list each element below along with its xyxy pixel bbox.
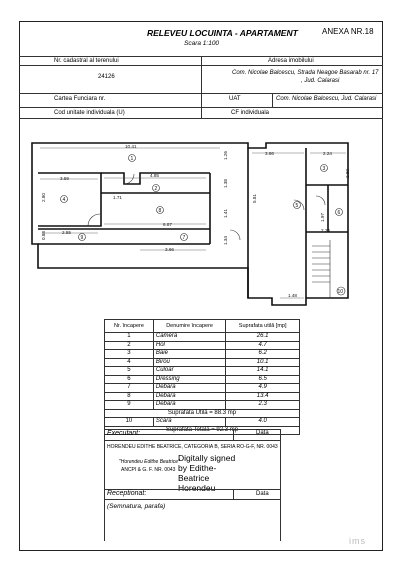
cadastral-label: Nr. cadastral al terenului [54,58,119,64]
useful-total-row [105,409,300,418]
table-row: 1 Camera 26.1 [105,333,300,342]
annex-label: ANEXA NR.18 [322,27,374,36]
svg-text:1.26: 1.26 [223,151,228,160]
useful-total: Suprafata Utilă = 88.3 mp [105,409,300,418]
stamp-line-1: "Horendeu Edithe Beatrice" [119,459,180,465]
table-row: 4 Birou 10.1 [105,358,300,367]
svg-text:5: 5 [295,203,299,209]
signed-line-1: Digitally signed [178,453,236,463]
stamp-line-2: ANCPI & G. F. NR. 0043 [121,467,176,473]
room-label-4 [61,196,68,204]
cf-unit-label: CF individuala [231,110,270,116]
uat-value: Com. Nicolae Balcescu, Jud. Calarasi [276,96,377,102]
watermark-logo: ims [349,536,366,546]
table-row: 6 Dressing 6.5 [105,375,300,384]
svg-text:1: 1 [130,156,134,162]
document-title: RELEVEU LOCUINTA - APARTAMENT [147,28,298,38]
recep-rule-mid [104,499,280,500]
plan-door-2 [124,174,134,184]
rooms-table [104,319,300,435]
svg-text:10.41: 10.41 [125,144,137,149]
exec-col-rule [233,429,234,440]
address-value-line1: Com. Nicolae Balcescu, Strada Neagoe Basarab nr. 17 [232,70,379,76]
recep-col-rule [233,489,234,499]
svg-text:1.71: 1.71 [113,195,122,200]
room-label-1 [129,155,136,163]
svg-text:3.66: 3.66 [165,247,174,252]
uat-label: UAT [229,96,241,102]
exec-rule-mid [104,440,280,441]
plan-door-1 [88,214,100,226]
grand-total: Suprafata Totală = 92.3 mp [105,426,300,435]
signed-line-4: Horendeu [178,483,216,493]
svg-text:3.59: 3.59 [60,176,69,181]
address-label: Adresa imobilului [268,58,314,64]
table-row: 10 Scara 4.0 [105,418,300,427]
unit-label: Cod unitate individuala (U) [54,110,125,116]
svg-text:3: 3 [322,166,326,172]
svg-text:0.88: 0.88 [41,231,46,240]
svg-text:2: 2 [154,186,158,192]
room-label-5 [294,202,301,210]
room-label-9 [79,234,86,242]
cf-label: Cartea Funciara nr. [54,96,106,102]
plan-wall-left-room [38,173,101,226]
table-row: 5 Culoar 14.1 [105,367,300,376]
room-label-8 [157,207,164,215]
svg-text:2.24: 2.24 [323,151,332,156]
room-label-2 [153,185,160,193]
table-row: 9 Debara 2.3 [105,401,300,410]
svg-text:1.38: 1.38 [223,179,228,188]
svg-text:4.85: 4.85 [150,173,159,178]
table-row: 2 Hol 4.7 [105,341,300,350]
address-value-line2: , Jud. Calarasi [301,78,340,84]
receptionat-label: Receptionat: [107,490,147,497]
executant-label: Executant: [107,430,141,437]
table-row: 7 Debara 4.9 [105,384,300,393]
svg-text:3.86: 3.86 [265,151,274,156]
room-label-10 [337,287,345,295]
svg-text:1.97: 1.97 [320,213,325,222]
svg-text:2.24: 2.24 [321,228,330,233]
rooms-table-header [105,320,300,333]
digital-signature [178,453,235,493]
signed-line-3: Beatrice [178,473,210,483]
svg-text:6.87: 6.87 [163,222,172,227]
table-row: 8 Debara 13.4 [105,392,300,401]
svg-text:7: 7 [182,235,186,241]
svg-text:1.48: 1.48 [288,293,297,298]
sig-right-rule [280,429,281,541]
svg-text:2.55: 2.55 [62,230,71,235]
svg-text:2.80: 2.80 [345,169,350,178]
svg-text:8: 8 [158,208,162,214]
plan-door-4 [316,196,325,205]
table-row: 3 Baie 6.2 [105,350,300,359]
room-label-7 [181,234,188,242]
svg-text:1.41: 1.41 [223,209,228,218]
receptionat-note: (Semnatura, parafa) [107,503,166,510]
room-label-3 [321,165,328,173]
header-area: Suprafata utilă [mp] [226,320,300,333]
header-nr: Nr. încapere [105,320,154,333]
svg-text:9: 9 [80,235,84,241]
sig-left-rule [104,429,105,541]
svg-text:1.34: 1.34 [223,236,228,245]
svg-text:2.80: 2.80 [41,193,46,202]
cadastral-value: 24126 [98,74,115,80]
room-label-6 [336,209,343,217]
executant-company: HORENDEU EDITHE BEATRICE, CATEGORIA B, SERIA RO-G-F, NR. 0043 [107,444,278,450]
executant-date-label: Data [256,430,269,436]
svg-text:4: 4 [62,197,66,203]
svg-text:6: 6 [337,210,341,216]
scale-label: Scara 1:100 [184,40,220,47]
svg-text:5.81: 5.81 [252,194,257,203]
svg-text:10: 10 [337,289,344,295]
plan-door-5 [230,230,240,240]
plan-stairs [312,240,330,298]
signed-line-2: by Edithe- [178,463,217,473]
header-name: Denumire încapere [153,320,225,333]
receptionat-date-label: Data [256,491,269,497]
